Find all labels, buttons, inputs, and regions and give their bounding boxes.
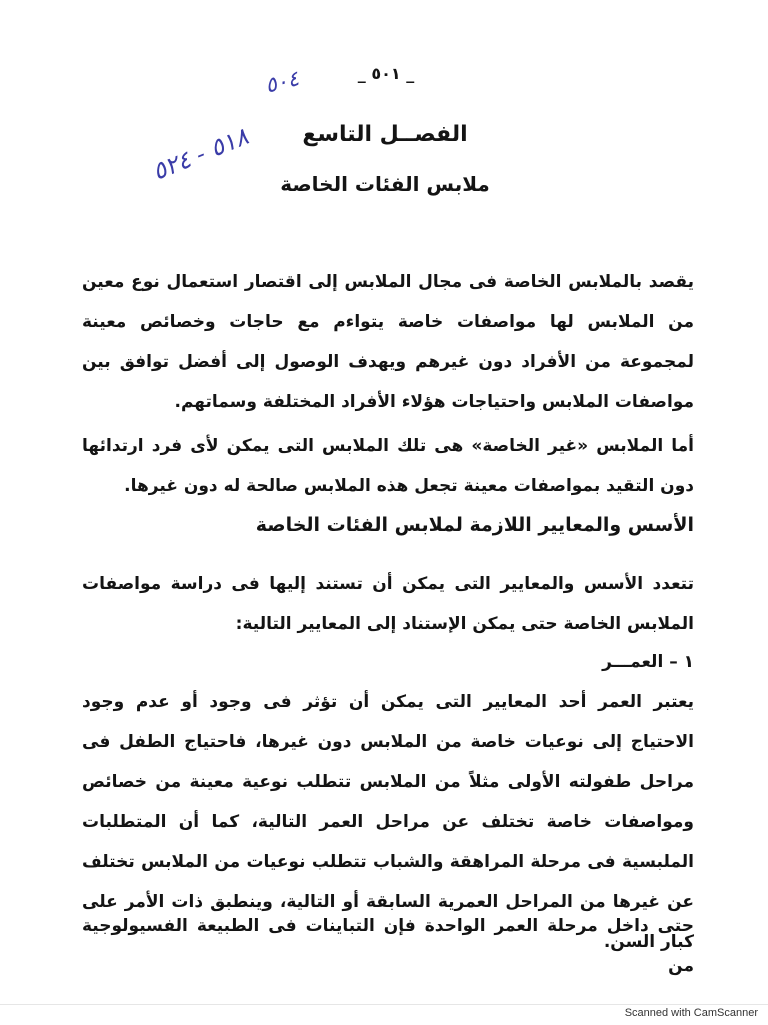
paragraph-age: يعتبر العمر أحد المعايير التى يمكن أن تؤثر فى وجود أو عدم وجود الاحتياج إلى نوعيات خاصة من الملابس دون غيرها، فاحتياج الطفل فى مراحل طفولته الأولى مثلاً من الملابس تتطلب نوعية معينة من خصائص ومواصفات خاصة تختلف عن مراحل العمر التالية، كما أن المتطلبات الملبسية فى مرحلة المراهقة والشباب تتطلب نوعيات من الملابس تختلف عن غيرها من المراحل العمرية السابقة أو التالية، وينطبق ذات الأمر على كبار السن. [82,692,694,952]
paragraph-continuation: حتى داخل مرحلة العمر الواحدة فإن التباينات فى الطبيعة الفسيولوجية من [82,916,694,976]
handwritten-note-2: ٥١٨ - ٥٢٤ [148,122,253,186]
paragraph-criteria-intro: تتعدد الأسس والمعايير التى يمكن أن تستند إليها فى دراسة مواصفات الملابس الخاصة حتى يمكن الإستناد إلى المعايير التالية: [82,574,694,634]
paragraph-intro: يقصد بالملابس الخاصة فى مجال الملابس إلى اقتصار استعمال نوع معين من الملابس لها مواصفات خاصة يتواءم مع حاجات وخصائص معينة لمجموعة من الأفراد دون غيرهم ويهدف الوصول إلى أفضل توافق بين مواصفات الملابس واحتياجات هؤلاء الأفراد المختلفة وسماتهم. [82,272,694,412]
scanner-credit: Scanned with CamScanner [624,1007,758,1019]
footer-banner [0,1004,768,1025]
section-heading: الأسس والمعايير اللازمة لملابس الفئات الخاصة [255,514,694,536]
chapter-subtitle: ملابس الفئات الخاصة [280,172,490,196]
item-heading-age: ١ – العمـــر [602,652,694,672]
paragraph-non-special: أما الملابس «غير الخاصة» هى تلك الملابس التى يمكن لأى فرد ارتدائها دون التقيد بمواصفات معينة تجعل هذه الملابس صالحة له دون غيرها. [82,436,694,496]
handwritten-note-1: ٥٠٤ [262,66,302,98]
page-number: _ ٥٠١ _ [357,64,415,83]
chapter-title: الفصــل التاسع [302,122,468,147]
